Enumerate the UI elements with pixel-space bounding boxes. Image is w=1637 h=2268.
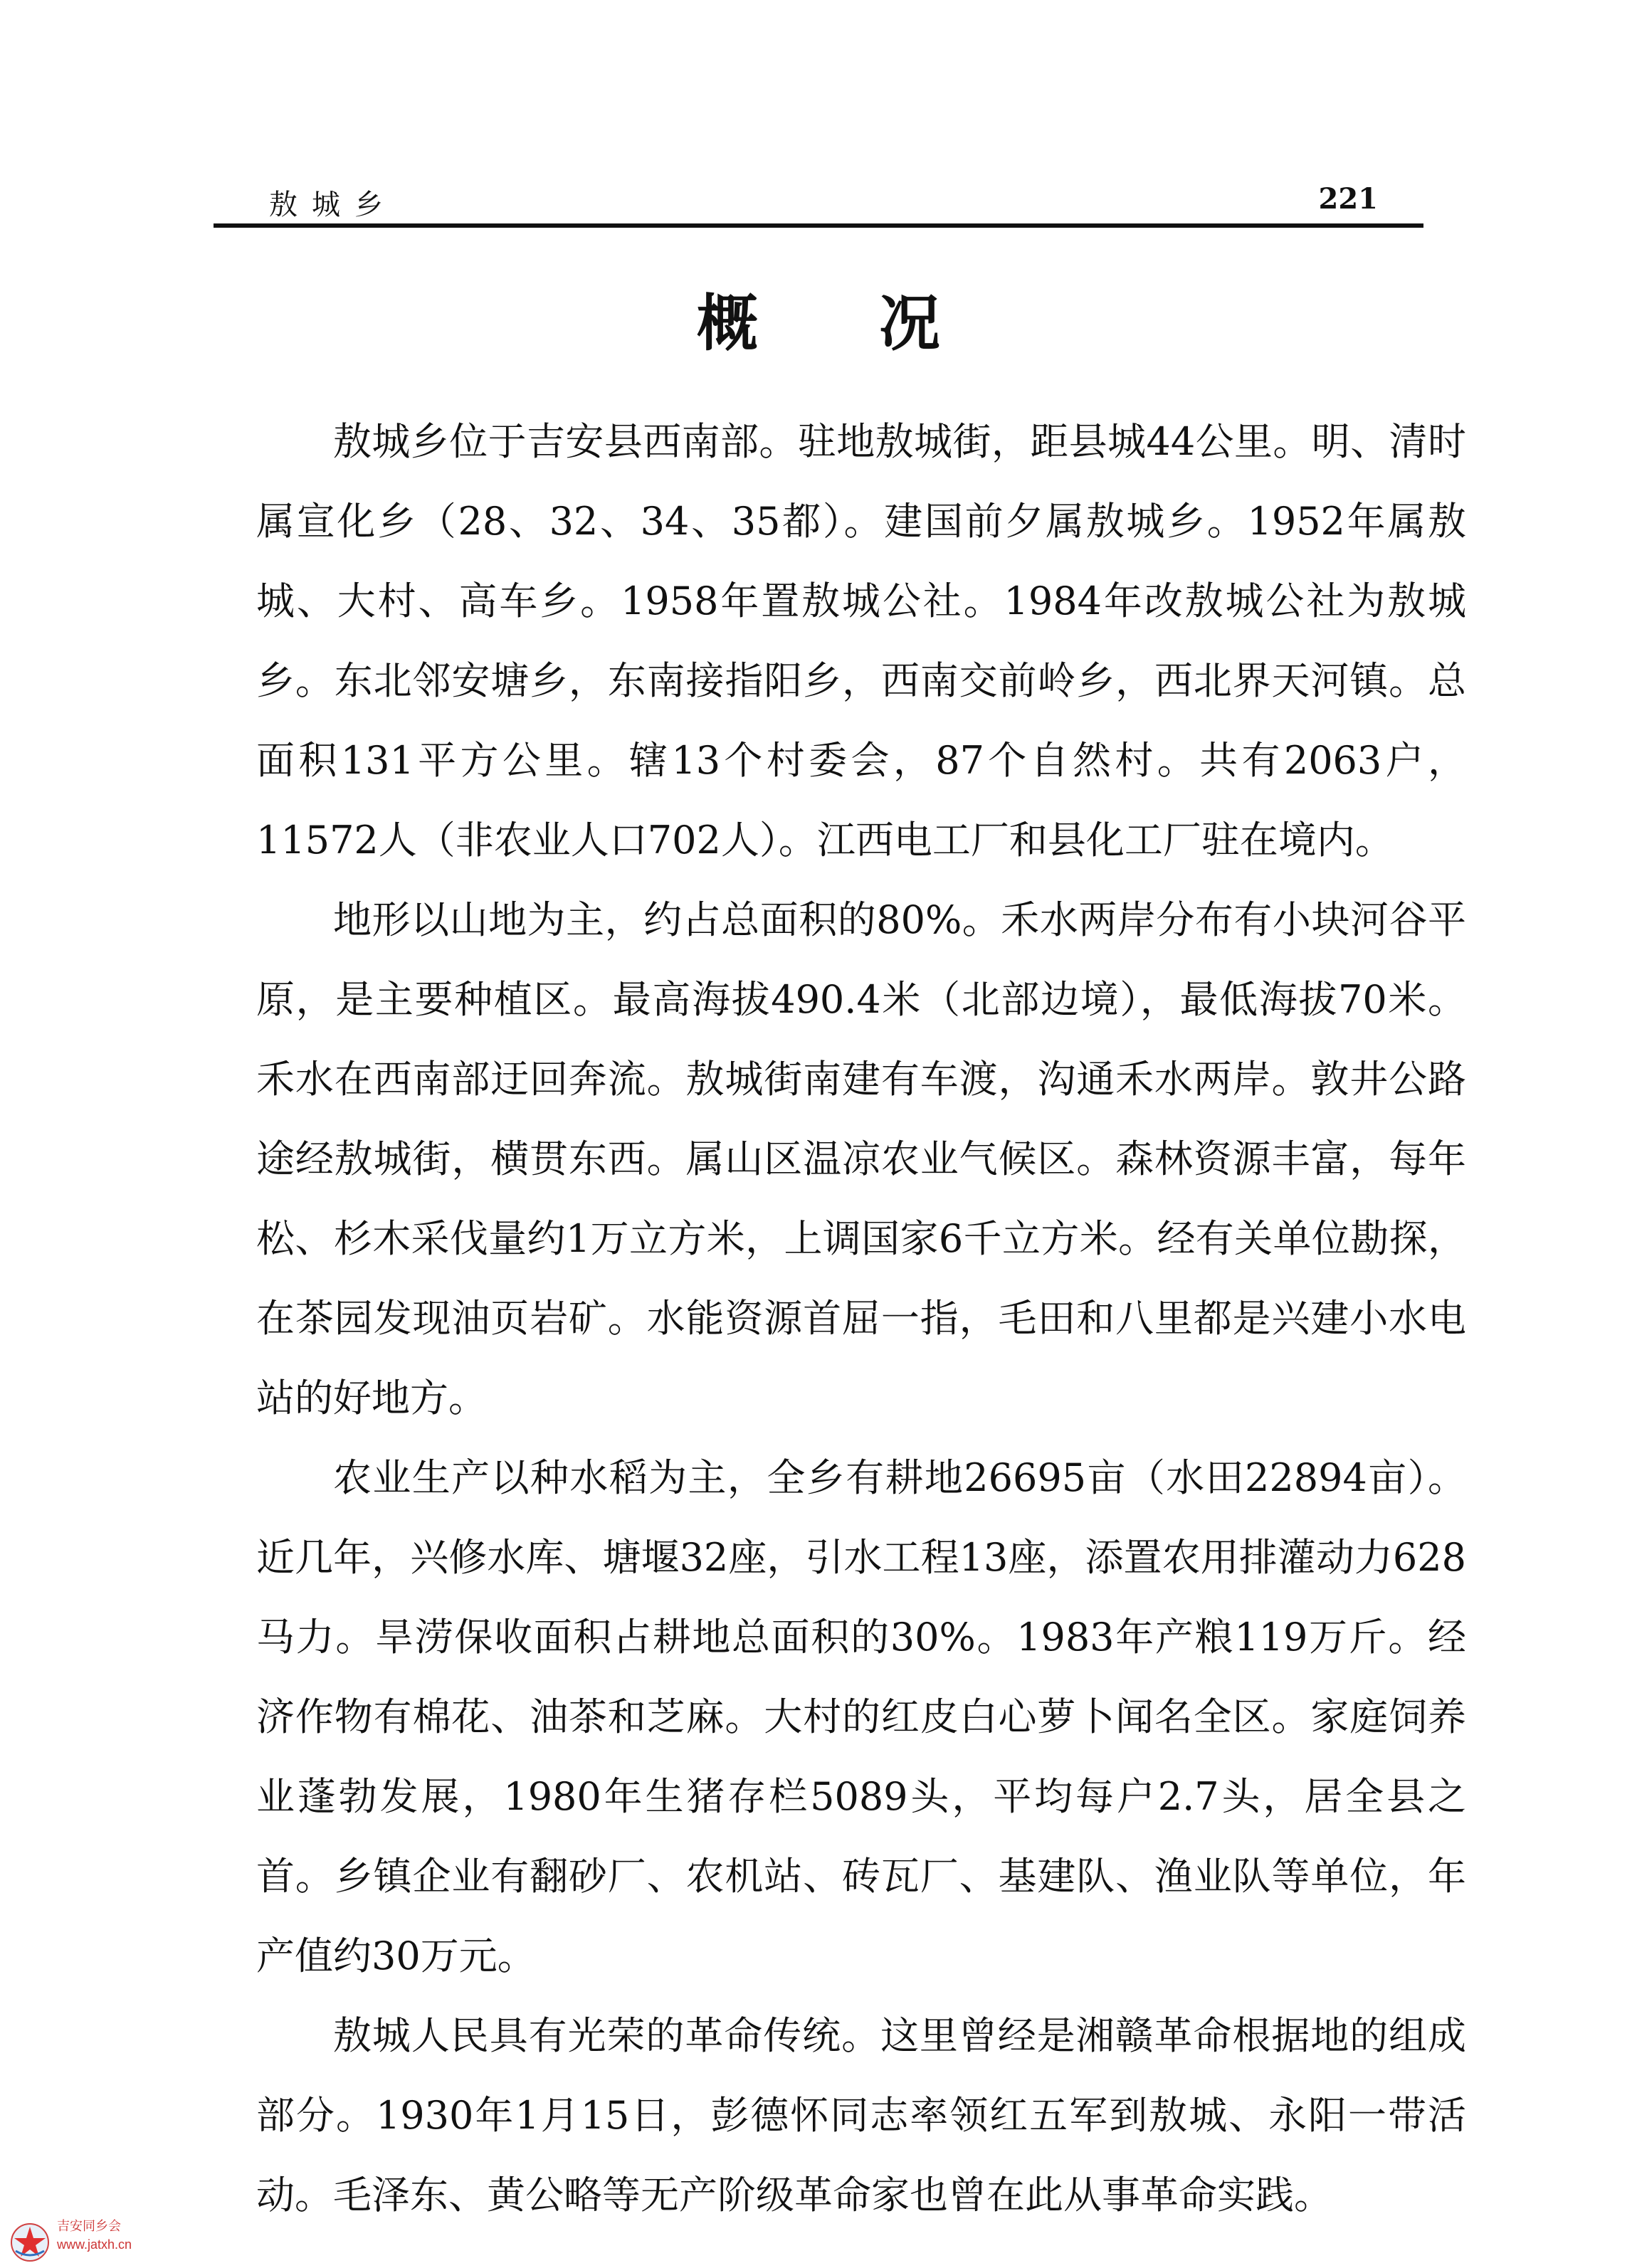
- watermark-text: [57, 2217, 132, 2254]
- watermark: [0, 2217, 285, 2268]
- paragraph: 地形以山地为主，约占总面积的80%。禾水两岸分布有小块河谷平原，是主要种植区。最高海拔490.4米（北部边境），最低海拔70米。禾水在西南部迂回奔流。敖城街南建有车渡，沟通禾水两岸。敦井公路途经敖城街，横贯东西。属山区温凉农业气候区。森林资源丰富，每年松、杉木采伐量约1万立方米，上调国家6千立方米。经有关单位勘探，在茶园发现油页岩矿。水能资源首屈一指，毛田和八里都是兴建小水电站的好地方。: [256, 897, 1466, 1420]
- paragraph: 敖城人民具有光荣的革命传统。这里曾经是湘赣革命根据地的组成部分。1930年1月15日，彭德怀同志率领红五军到敖城、永阳一带活动。毛泽东、黄公略等无产阶级革命家也曾在此从事革命实践。: [256, 2013, 1466, 2217]
- body-text: [256, 402, 1466, 2235]
- watermark-url: www.jatxh.cn: [57, 2237, 132, 2252]
- running-header: [214, 178, 1423, 235]
- paragraph: 敖城乡位于吉安县西南部。驻地敖城街，距县城44公里。明、清时属宣化乡（28、32、34、35都）。建国前夕属敖城乡。1952年属敖城、大村、高车乡。1958年置敖城公社。1984年改敖城公社为敖城乡。东北邻安塘乡，东南接指阳乡，西南交前岭乡，西北界天河镇。总面积131平方公里。辖13个村委会，87个自然村。共有2063户，11572人（非农业人口702人）。江西电工厂和县化工厂驻在境内。: [256, 419, 1466, 863]
- header-section-title: 敖城乡: [269, 189, 397, 221]
- page-number: 221: [1318, 182, 1378, 216]
- watermark-site-name: 吉安同乡会: [57, 2219, 121, 2233]
- header-rule: [214, 223, 1423, 228]
- site-logo-icon: [10, 2222, 50, 2262]
- section-heading: 概况: [697, 288, 1061, 359]
- paragraph: 农业生产以种水稻为主，全乡有耕地26695亩（水田22894亩）。近几年，兴修水库、塘堰32座，引水工程13座，添置农用排灌动力628马力。旱涝保收面积占耕地总面积的30%。1983年产粮119万斤。经济作物有棉花、油茶和芝麻。大村的红皮白心萝卜闻名全区。家庭饲养业蓬勃发展，1980年生猪存栏5089头，平均每户2.7头，居全县之首。乡镇企业有翻砂厂、农机站、砖瓦厂、基建队、渔业队等单位，年产值约30万元。: [256, 1455, 1466, 1978]
